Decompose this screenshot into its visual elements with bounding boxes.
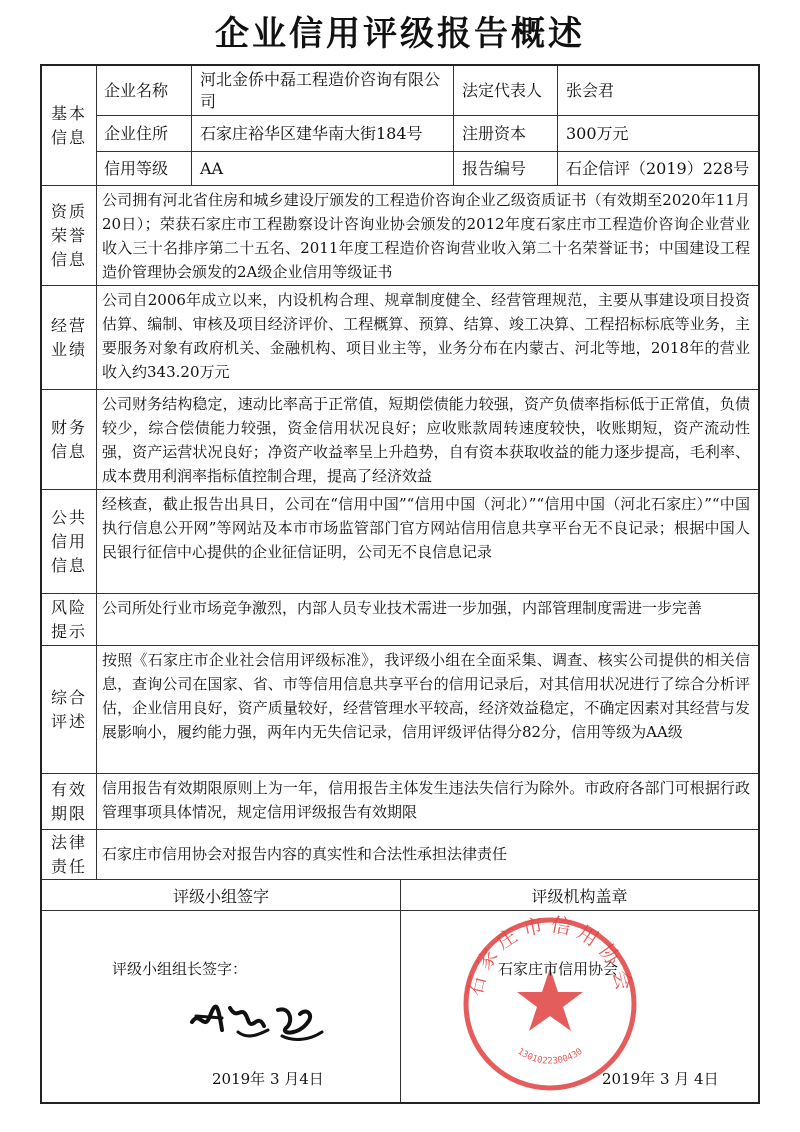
- qualification-text: 公司拥有河北省住房和城乡建设厅颁发的工程造价咨询企业乙级资质证书（有效期至2020年11月20日）；荣获石家庄市工程勘察设计咨询业协会颁发的2012年度石家庄市工程造价咨询企业营业收入三十名排序第二十五名、2011年度工程造价咨询营业收入第二十名荣誉证书；中国建设工程造价管理协会颁发的2A级企业信用等级证书: [102, 191, 750, 281]
- public-credit-text: 经核查，截止报告出具日，公司在“信用中国”“信用中国（河北）”“信用中国（河北石家庄）”“中国执行信息公开网”等网站及本市市场监管部门官方网站信用信息共享平台无不良记录；根据中国人民银行征信中心提供的企业征信证明，公司无不良信息记录: [102, 495, 750, 561]
- signature-divider: [400, 880, 401, 1102]
- summary-label: 综合评述: [42, 646, 97, 773]
- leader-sign-label: 评级小组组长签字：: [112, 960, 248, 978]
- risk-row: [42, 594, 758, 646]
- page-title: 企业信用评级报告概述: [215, 14, 585, 54]
- summary-row: [42, 646, 758, 774]
- capital-label: 注册资本: [454, 116, 558, 152]
- company-name-label: 企业名称: [96, 66, 192, 116]
- performance-row: [42, 286, 758, 390]
- address-label: 企业住所: [96, 116, 192, 152]
- capital-value: 300万元: [558, 116, 758, 152]
- liability-row: [42, 830, 758, 880]
- signature-glyph: [182, 992, 332, 1052]
- basic-info-label: 基本信息: [42, 66, 97, 185]
- legal-rep-label: 法定代表人: [454, 66, 558, 116]
- svg-text:1301022300430: 1301022300430: [515, 1046, 585, 1067]
- seal-org-overprint: 石家庄市信用协会: [498, 960, 619, 978]
- svg-text:石家庄市信用协会: 石家庄市信用协会: [462, 914, 638, 999]
- rating-value: AA: [192, 152, 454, 186]
- public-credit-label: 公共信用信息: [42, 490, 97, 593]
- summary-text: 按照《石家庄市企业社会信用评级标准》，我评级小组在全面采集、调查、核实公司提供的相关信息，查询公司在国家、省、市等信用信息共享平台的信用记录后，对其信用状况进行了综合分析评估，企业信用良好，资产质量较好，经营管理水平较高，经济效益稳定，不确定因素对其经营与发展影响小，履约能力强，两年内无失信记录，信用评级评估得分82分，信用等级为AA级: [102, 651, 750, 741]
- right-seal-header: 评级机构盖章: [401, 880, 758, 911]
- finance-text: 公司财务结构稳定，速动比率高于正常值，短期偿债能力较强，资产负债率指标低于正常值，负债较少，综合偿债能力较强，资金信用状况良好；应收账款周转速度较快，收账期短，资产流动性强，资产运营状况良好；净资产收益率呈上升趋势，自有资本获取收益的能力逐步提高，毛利率、成本费用利润率指标值控制合理，提高了经济效益: [102, 395, 750, 485]
- legal-rep-value: 张会君: [558, 66, 758, 116]
- validity-row: [42, 774, 758, 830]
- validity-label: 有效期限: [42, 774, 97, 829]
- performance-text: 公司自2006年成立以来，内设机构合理、规章制度健全、经营管理规范，主要从事建设项目投资估算、编制、审核及项目经济评价、工程概算、预算、结算、竣工决算、工程招标标底等业务，主要服务对象有政府机关、金融机构、项目业主等，业务分布在内蒙古、河北等地，2018年的营业收入约343.20万元: [102, 291, 750, 381]
- rating-label: 信用等级: [96, 152, 192, 186]
- report-no-value: 石企信评（2019）228号: [566, 159, 750, 178]
- validity-text: 信用报告有效期限原则上为一年，信用报告主体发生违法失信行为除外。市政府各部门可根据行政管理事项具体情况，规定信用评级报告有效期限: [102, 779, 750, 821]
- signature-section: [42, 880, 758, 1102]
- seal-graphic: [460, 914, 640, 1094]
- risk-label: 风险提示: [42, 594, 97, 645]
- address-value: 石家庄裕华区建华南大街184号: [192, 116, 454, 152]
- right-seal-date: 2019年 3 月 4日: [602, 1070, 719, 1088]
- left-sign-date: 2019年 3 月4日: [212, 1070, 324, 1088]
- report-no-label: 报告编号: [454, 152, 558, 186]
- risk-text: 公司所处行业市场竞争激烈，内部人员专业技术需进一步加强，内部管理制度需进一步完善: [102, 599, 703, 617]
- performance-label: 经营业绩: [42, 286, 97, 389]
- public-credit-row: [42, 490, 758, 594]
- handwritten-signature: [182, 992, 332, 1052]
- company-name-value: 河北金侨中磊工程造价咨询有限公司: [192, 66, 454, 116]
- liability-label: 法律责任: [42, 830, 97, 879]
- report-table: [40, 64, 760, 1104]
- finance-label: 财务信息: [42, 390, 97, 489]
- official-seal: [460, 914, 640, 1094]
- finance-row: [42, 390, 758, 490]
- liability-text: 石家庄市信用协会对报告内容的真实性和合法性承担法律责任: [102, 845, 508, 863]
- basic-info-row: [42, 66, 758, 186]
- left-signature-header: 评级小组签字: [42, 880, 400, 911]
- qualification-row: [42, 186, 758, 286]
- qualification-label: 资质荣誉信息: [42, 186, 97, 285]
